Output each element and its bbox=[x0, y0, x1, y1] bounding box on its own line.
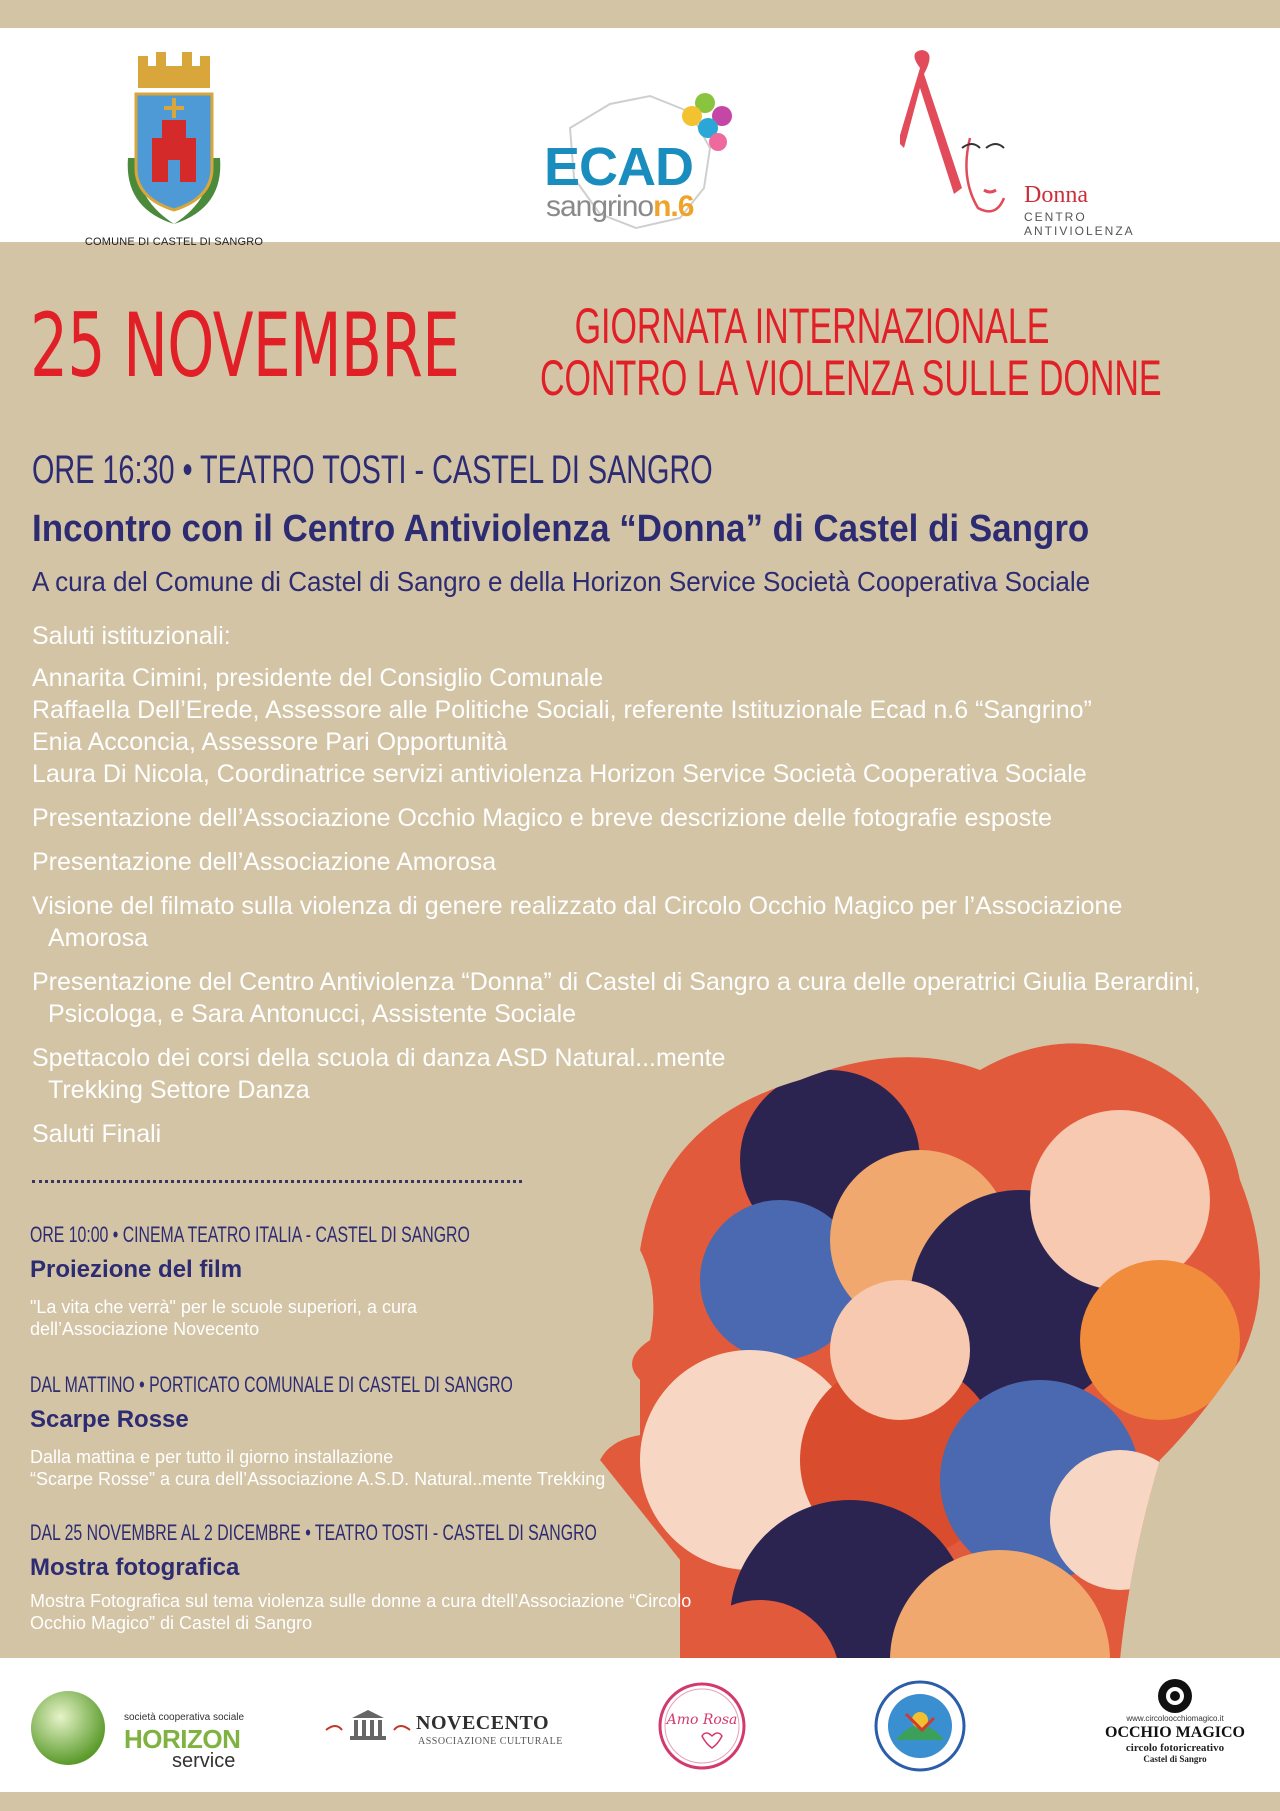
event-2-desc-line: “Scarpe Rosse” a cura dell’Associazione A.S.D. Natural..mente Trekking bbox=[30, 1469, 606, 1489]
program-item-visione-cont: Amorosa bbox=[48, 924, 149, 952]
event-1-time-place: ORE 10:00 • CINEMA TEATRO ITALIA - CASTEL DI SANGRO bbox=[30, 1222, 470, 1247]
main-event-organizer: A cura del Comune di Castel di Sangro e della Horizon Service Società Cooperativa Sociale bbox=[32, 566, 1091, 597]
program-item-amorosa: Presentazione dell’Associazione Amorosa bbox=[32, 848, 497, 876]
event-2-description bbox=[30, 1446, 790, 1490]
event-title-line1: GIORNATA INTERNAZIONALE bbox=[574, 298, 1050, 354]
ecad-number: n.6 bbox=[653, 190, 694, 223]
ecad-subtitle bbox=[546, 190, 693, 224]
horizon-wordmark: HORIZON bbox=[124, 1724, 241, 1754]
program-speaker: Raffaella Dell’Erede, Assessore alle Politiche Sociali, referente Istituzionale Ecad n.6 “Sangrino” bbox=[32, 696, 1092, 724]
program-item-centro-cont: Psicologa, e Sara Antonucci, Assistente Sociale bbox=[48, 1000, 577, 1028]
occhio-magico-eye-icon bbox=[1150, 1676, 1200, 1716]
event-2-desc-line: Dalla mattina e per tutto il giorno installazione bbox=[30, 1447, 394, 1467]
program-item-danza: Spettacolo dei corsi della scuola di danza ASD Natural...mente bbox=[32, 1044, 726, 1072]
ecad-wordmark: ECAD bbox=[544, 137, 694, 197]
amorosa-label: Amo Rosa bbox=[666, 1712, 738, 1728]
event-1-desc-line: dell’Associazione Novecento bbox=[30, 1319, 260, 1339]
women-profiles-illustration bbox=[600, 1040, 1280, 1760]
donna-logo bbox=[900, 48, 1200, 238]
event-2-time-place: DAL MATTINO • PORTICATO COMUNALE DI CASTEL DI SANGRO bbox=[30, 1372, 513, 1397]
event-title-line2: CONTRO LA VIOLENZA SULLE DONNE bbox=[540, 350, 1162, 406]
dotted-divider bbox=[32, 1180, 522, 1183]
program-saluti-label: Saluti istituzionali: bbox=[32, 622, 231, 650]
event-1-description bbox=[30, 1296, 790, 1340]
amorosa-logo bbox=[656, 1680, 748, 1772]
novecento-wordmark: NOVECENTO bbox=[416, 1712, 550, 1734]
occhio-magico-location: Castel di Sangro bbox=[1143, 1754, 1207, 1764]
occhio-magico-url: www.circoloocchiomagico.it bbox=[1126, 1714, 1224, 1723]
program-item-centro: Presentazione del Centro Antiviolenza “Donna” di Castel di Sangro a cura delle operatrici Giulia Berardini, bbox=[32, 968, 1201, 996]
ecad-logo bbox=[540, 68, 750, 238]
horizon-tagline: società cooperativa sociale bbox=[124, 1712, 245, 1723]
program-item-danza-cont: Trekking Settore Danza bbox=[48, 1076, 310, 1104]
novecento-subtitle: ASSOCIAZIONE CULTURALE bbox=[418, 1736, 563, 1747]
program-item-finali: Saluti Finali bbox=[32, 1120, 162, 1148]
event-1-title: Proiezione del film bbox=[30, 1256, 243, 1283]
top-band bbox=[0, 0, 1280, 28]
ecad-sub-label: sangrino bbox=[546, 190, 654, 223]
main-event-title: Incontro con il Centro Antiviolenza “Donna” di Castel di Sangro bbox=[32, 508, 1090, 550]
occhio-magico-wordmark: OCCHIO MAGICO bbox=[1105, 1724, 1245, 1741]
awareness-ribbon-icon bbox=[900, 48, 1030, 238]
program-item-occhio: Presentazione dell’Associazione Occhio Magico e breve descrizione delle fotografie esposte bbox=[32, 804, 1053, 832]
program-speaker: Laura Di Nicola, Coordinatrice servizi antiviolenza Horizon Service Società Cooperativa Sociale bbox=[32, 760, 1087, 788]
donna-subtitle: CENTRO ANTIVIOLENZA bbox=[1024, 210, 1135, 238]
comune-label: COMUNE DI CASTEL DI SANGRO bbox=[84, 236, 264, 248]
occhio-magico-subtitle: circolo fotoricreativo bbox=[1125, 1742, 1225, 1754]
donna-title: Donna bbox=[1024, 182, 1088, 208]
horizon-service: service bbox=[172, 1750, 236, 1772]
event-2-title: Scarpe Rosse bbox=[30, 1406, 189, 1433]
main-event-time-place: ORE 16:30 • TEATRO TOSTI - CASTEL DI SANGRO bbox=[32, 448, 713, 492]
program-item-visione: Visione del filmato sulla violenza di genere realizzato dal Circolo Occhio Magico per l’Associazione bbox=[32, 892, 1123, 920]
natural-mente-badge bbox=[872, 1674, 968, 1778]
event-1-desc-line: "La vita che verrà" per le scuole superiori, a cura bbox=[30, 1297, 417, 1317]
novecento-temple-icon bbox=[322, 1708, 414, 1744]
comune-logo bbox=[84, 48, 264, 248]
event-3-title: Mostra fotografica bbox=[30, 1554, 240, 1581]
event-3-desc-line: Mostra Fotografica sul tema violenza sulle donne a cura dtell’Associazione “Circolo bbox=[30, 1591, 692, 1611]
bottom-band bbox=[0, 1792, 1280, 1811]
coat-of-arms-icon bbox=[114, 48, 234, 228]
horizon-globe-icon bbox=[28, 1688, 108, 1768]
event-3-time-place: DAL 25 NOVEMBRE AL 2 DICEMBRE • TEATRO TOSTI - CASTEL DI SANGRO bbox=[30, 1520, 597, 1545]
event-3-desc-line: Occhio Magico” di Castel di Sangro bbox=[30, 1613, 313, 1633]
footer-partner-logos bbox=[0, 1658, 1280, 1792]
event-title bbox=[540, 298, 1162, 406]
event-date: 25 NOVEMBRE bbox=[30, 294, 460, 397]
header-logos bbox=[0, 28, 1280, 248]
program-speaker: Enia Acconcia, Assessore Pari Opportunità bbox=[32, 728, 508, 756]
event-3-description bbox=[30, 1590, 790, 1634]
program-speaker: Annarita Cimini, presidente del Consiglio Comunale bbox=[32, 664, 604, 692]
